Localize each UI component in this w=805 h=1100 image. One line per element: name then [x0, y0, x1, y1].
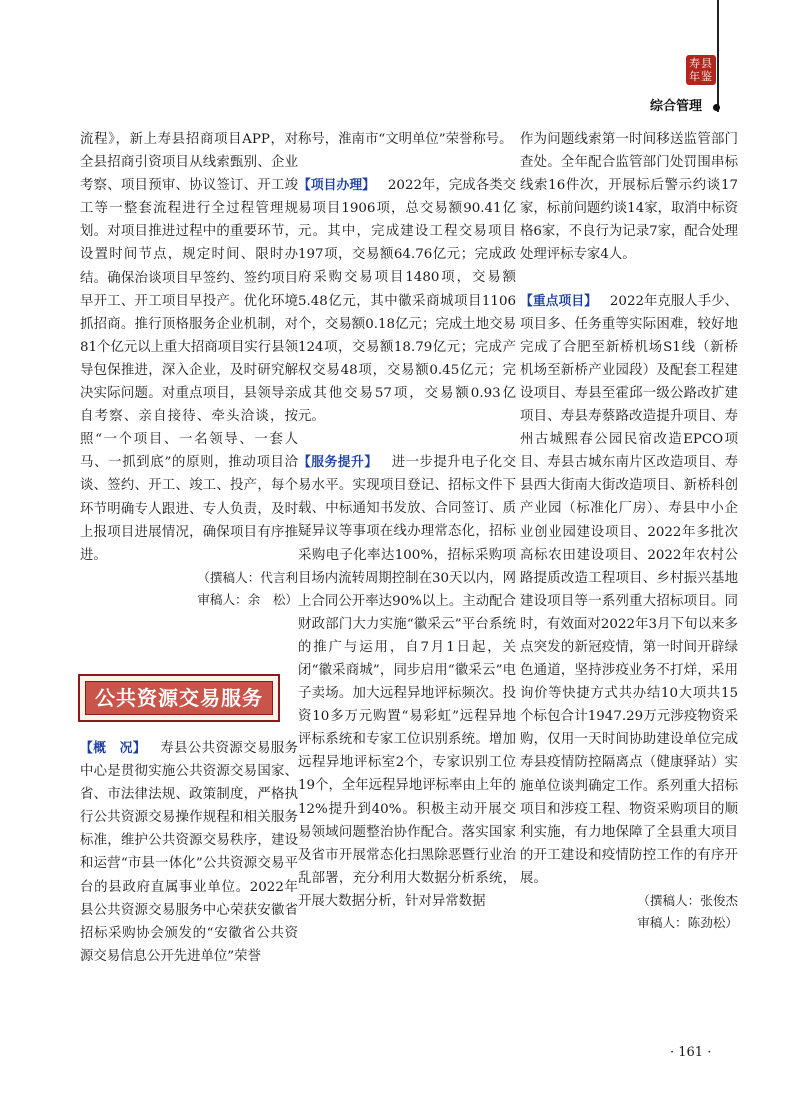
- header-rule: [717, 0, 719, 112]
- section-banner: [78, 674, 280, 722]
- projects-tag: 【项目办理】: [298, 178, 376, 194]
- paragraph-supervision-cont: 作为问题线索第一时间移送监管部门查处。全年配合监管部门处罚围串标线索16件次，开展标后警示约谈17家，标前问题约谈14家，取消中标资格6家，不良行为记录7家，配合处理处理评标专家4人。: [520, 132, 738, 263]
- overview-text: 寿县公共资源交易服务中心是贯彻实施公共资源交易国家、省、市法律法规、政策制度，严格执行公共资源交易操作规程和相关服务标准，维护公共资源交易秩序，建设和运营“市县一体化”公共资源交易平台的县政府直属事业单位。2022年县公共资源交易服务中心荣获安徽省招标采购协会颁发的“安徽省公共资源交易信息公开先进单位”荣誉: [80, 741, 299, 964]
- paragraph-service: [298, 451, 516, 913]
- reviewer-credit: 审稿人：余 松）: [197, 591, 298, 607]
- page-number: · 161 ·: [670, 1045, 712, 1060]
- paragraph-overview: [80, 737, 298, 968]
- paragraph-key-projects: [520, 290, 738, 890]
- paragraph-projects: [298, 174, 516, 428]
- key-projects-tag: 【重点项目】: [520, 293, 598, 309]
- section-banner-title: 公共资源交易服务: [85, 681, 273, 715]
- column-1-lower: [80, 737, 298, 968]
- author-credit: （撰稿人：代言利: [197, 569, 298, 585]
- column-1: [80, 128, 298, 611]
- service-tag: 【服务提升】: [298, 455, 378, 471]
- yearbook-logo: 寿县年鉴: [686, 55, 716, 85]
- projects-text: 2022年，完成各类交易项目1906项，总交易额90.41亿元。其中，完成建设工程交易项目197项，交易额64.76亿元；完成政府采购交易项目1480项，交易额5.48亿元，其中徽采商城项目1106个，交易额0.18亿元；完成土地交易124项，交易额18.79亿元；完成产权交易48项，交易额0.45亿元；完成其他交易57项，交易额0.93亿元。: [298, 178, 516, 425]
- section-title: 综合管理: [650, 99, 703, 114]
- column-2: [298, 128, 516, 913]
- column-3: [520, 128, 738, 934]
- paragraph-honor-cont: 称号，淮南市“文明单位”荣誉称号。: [298, 132, 513, 147]
- overview-tag: 【概 况】: [80, 741, 147, 756]
- paragraph-investment-cont: 流程》，新上寿县招商项目APP，对全县招商引资项目从线索甄别、企业考察、项目预审、协议签订、开工竣工等一整套流程进行全过程管理规划。对项目推进过程中的重要环节，设置时间节点，规定时间、限时办结。确保治谈项目早签约、签约项目早开工、开工项目早投产。优化环境抓招商。推行顶格服务企业机制，对81个亿元以上重大招商项目实行县领导包保推进，深入企业，及时研究解决实际问题。对重点项目，县领导亲自考察、亲自接待、牵头洽谈，按照“一个项目、一名领导、一套人马、一抓到底”的原则，推动项目洽谈、签约、开工、竣工、投产，每个环节明确专人跟进、专人负责，及时上报项目进展情况，确保项目有序推进。: [80, 132, 298, 563]
- reviewer-credit-2: 审稿人：陈劲松）: [637, 915, 738, 930]
- author-credit-2: （撰稿人：张俊杰: [637, 893, 738, 908]
- key-projects-text: 2022年克服人手少、项目多、任务重等实际困难，较好地完成了合肥至新桥机场S1线（新桥机场至新桥产业园段）及配套工程建设项目、寿县至霍邱一级公路改扩建项目、寿县寿蔡路改造提升项目、寿州古城熙春公园民宿改造EPCO项目、寿县古城东南片区改造项目、寿县西大街南大街改造项目、新桥科创产业园（标准化厂房）、寿县中小企业创业园建设项目、2022年多批次高标农田建设项目、2022年农村公路提质改造工程项目、乡村振兴基地建设项目等一系列重大招标项目。同时，有效面对2022年3月下旬以来多点突发的新冠疫情，第一时间开辟绿色通道，坚持涉疫业务不打烊，采用询价等快捷方式共办结10大项共15个标包合计1947.29万元涉疫物资采购，仅用一天时间协助建设单位完成寿县疫情防控隔离点（健康驿站）实施单位谈判确定工作。系列重大招标项目和涉疫工程、物资采购项目的顺利实施，有力地保障了全县重大项目的开工建设和疫情防控工作的有序开展。: [520, 293, 738, 886]
- header-dot: [713, 104, 720, 111]
- service-text: 进一步提升电子化交易水平。实现项目登记、招标文件下载、中标通知书发放、合同签订、质疑异议等事项在线办理常态化，招标采购电子化率达100%，招标采购项目场内流转周期控制在30天以内，网上合同公开率达90%以上。主动配合财政部门大力实施“徽采云”平台系统的推广与运用，自7月1日起，关闭“徽采商城”，同步启用“徽采云”电子卖场。加大远程异地评标频次。投资10多万元购置“易彩虹”远程异地评标系统和专家工位识别系统。增加远程异地评标室2个，专家识别工位19个，全年远程异地评标率由上年的12%提升到40%。积极主动开展交易领域问题整治协作配合。落实国家及省市开展常态化扫黑除恶暨行业治乱部署，充分利用大数据分析系统，开展大数据分析，针对异常数据: [298, 455, 516, 909]
